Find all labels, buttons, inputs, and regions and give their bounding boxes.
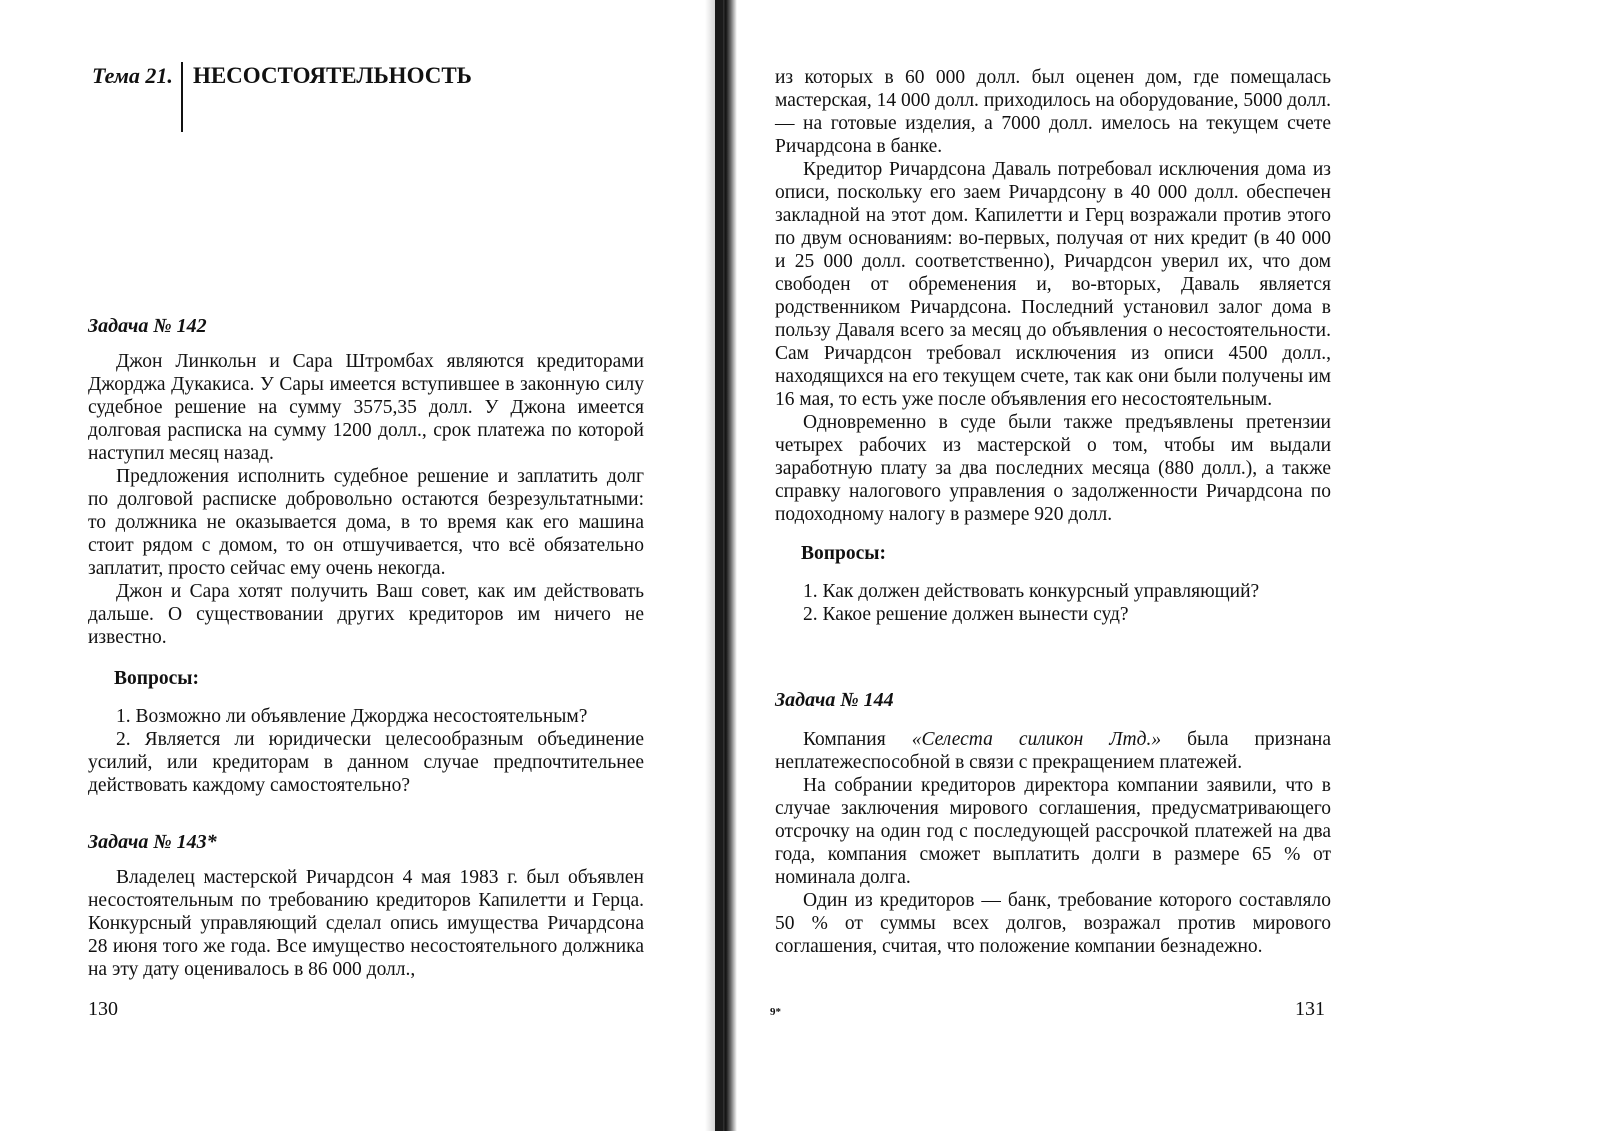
signature-mark: 9* [770, 1006, 781, 1018]
task-143-paragraph: Кредитор Ричардсона Даваль потребовал исключения дома из описи, поскольку его заем Ричардсону в 40 000 долл. обеспечен закладной на этот дом. Капилетти и Герц возражали против этого по двум основаниям: во-первых, получая от них кредит (в 40 000 и 25 000 долл. соответственно), Ричардсон уверил их, что дом свободен от обременения и, во-вторых, Даваль является родственником Ричардсона. Последний установил залог дома в пользу Даваля всего за месяц до объявления о несостоятельности. Сам Ричардсон требовал исключения из описи 4500 долл., находящихся на его текущем счете, так как они были получены им 16 мая, то есть уже после объявления его несостоятельным. [775, 159, 1331, 410]
task-143-title: Задача № 143* [88, 831, 217, 853]
task-143-paragraph: Владелец мастерской Ричардсон 4 мая 1983 г. был объявлен несостоятельным по требованию кредиторов Капилетти и Герца. Конкурсный управляющий сделал опись имущества Ричардсона 28 июня того же года. Все имущество несостоятельного должника на эту дату оценивалось в 86 000 долл., [88, 867, 644, 980]
task-144 [775, 688, 1331, 958]
task-142-paragraph: Джон и Сара хотят получить Ваш совет, как им действовать дальше. О существовании других кредиторов им ничего не известно. [88, 581, 644, 648]
task-144-paragraph: Один из кредиторов — банк, требование которого составляло 50 % от суммы всех долгов, возражал против мирового соглашения, считая, что положение компании безнадежно. [775, 890, 1331, 957]
left-page [0, 0, 720, 1131]
page-number-left: 130 [88, 998, 118, 1020]
topic-divider [181, 62, 183, 132]
task-142-title: Задача № 142 [88, 315, 207, 337]
task-143-questions-title: Вопросы: [801, 543, 886, 564]
task-142-question: 1. Возможно ли объявление Джорджа несостоятельным? [116, 706, 588, 727]
topic-header [92, 62, 472, 132]
task-142-paragraph: Предложения исполнить судебное решение и заплатить долг по долговой расписке добровольно остаются безрезультатными: то должника не оказывается дома, в то время как его машина стоит рядом с домом, то он отшучивается, что всё обязательно заплатит, просто сейчас ему очень некогда. [88, 466, 644, 579]
task-143-question: 2. Какое решение должен вынести суд? [803, 604, 1129, 625]
task-144-text: была признана неплатежеспособной в связи с прекращением платежей. [775, 729, 1331, 773]
task-143 [88, 830, 644, 981]
right-page [740, 0, 1600, 1131]
task-144-paragraph: На собрании кредиторов директора компании заявили, что в случае заключения мирового соглашения, предусматривающего отсрочку на один год с последующей рассрочкой платежей на два года, компания сможет выплатить долги в размере 65 % от номинала долга. [775, 775, 1331, 888]
task-142-questions-title: Вопросы: [114, 668, 199, 689]
topic-label: Тема 21. [92, 63, 173, 88]
company-name: «Селеста силикон Лтд.» [911, 729, 1162, 750]
task-144-title: Задача № 144 [775, 689, 894, 711]
page-number-right: 131 [1295, 998, 1325, 1020]
task-143-paragraph: из которых в 60 000 долл. был оценен дом, где помещалась мастерская, 14 000 долл. приходилось на оборудование, 5000 долл. — на готовые изделия, а 7000 долл. имелось на текущем счете Ричардсона в банке. [775, 67, 1331, 157]
task-143-paragraph: Одновременно в суде были также предъявлены претензии четырех рабочих из мастерской о том, чтобы им выдали заработную плату за два последних месяца (880 долл.), а также справку налогового управления о задолженности Ричардсона по подоходному налогу в размере 920 долл. [775, 412, 1331, 525]
task-144-text: Компания [803, 729, 912, 750]
task-142-paragraph: Джон Линкольн и Сара Штромбах являются кредиторами Джорджа Дукакиса. У Сары имеется вступившее в законную силу судебное решение на сумму 3575,35 долл. У Джона имеется долговая расписка на сумму 1200 долл., срок платежа по которой наступил месяц назад. [88, 351, 644, 464]
task-144-paragraph [775, 728, 1331, 774]
topic-title: НЕСОСТОЯТЕЛЬНОСТЬ [192, 63, 472, 88]
task-143-continued [775, 66, 1331, 626]
task-142 [88, 314, 644, 797]
task-143-question: 1. Как должен действовать конкурсный управляющий? [803, 581, 1260, 602]
task-142-question: 2. Является ли юридически целесообразным объединение усилий, или кредиторам в данном случае предпочтительнее действовать каждому самостоятельно? [88, 729, 644, 796]
